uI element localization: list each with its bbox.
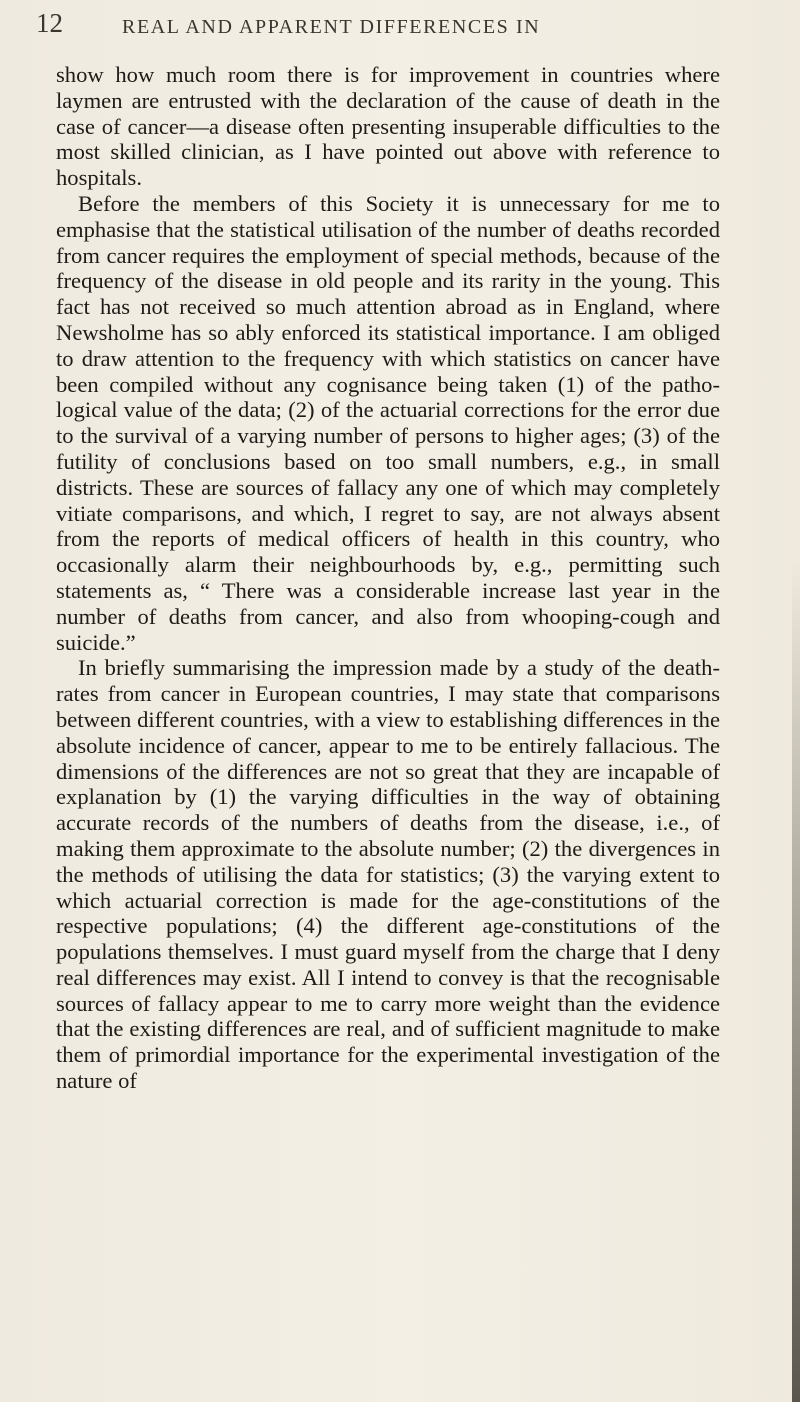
running-head: [36, 8, 776, 48]
page-edge-shadow: [792, 560, 800, 1402]
paragraph-continuation: show how much room there is for improvement in countries where laymen are entrusted with the declaration of the cause of death in the case of cancer—a disease often presenting insuperable difficulties to the most skilled clinician, as I have pointed out above with reference to hospitals.: [56, 62, 720, 191]
page-number: 12: [36, 8, 63, 38]
running-title: REAL AND APPARENT DIFFERENCES IN: [122, 16, 541, 38]
paragraph-summary: In briefly summarising the impression made by a study of the death-rates from cancer in European countries, I may state that comparisons between different countries, with a view to establishing differences in the absolute incidence of cancer, appear to me to be entirely fallacious. The dimensions of the differences are not so great that they are incapable of explanation by (1) the varying difficulties in the way of obtaining accurate records of the numbers of deaths from the disease, i.e., of making them approximate to the absolute number; (2) the divergences in the methods of utilising the data for statistics; (3) the varying extent to which actuarial correction is made for the age-constitutions of the respective populations; (4) the different age-constitutions of the populations themselves. I must guard myself from the charge that I deny real differences may exist. All I intend to convey is that the recognisable sources of fallacy appear to me to carry more weight than the evidence that the existing differences are real, and of sufficient magnitude to make them of primordial importance for the experimental investigation of the nature of: [56, 655, 720, 1094]
paragraph-statistical-methods: Before the members of this Society it is unnecessary for me to emphasise that the statistical utilisation of the number of deaths recorded from cancer requires the employment of special methods, because of the frequency of the disease in old people and its rarity in the young. This fact has not received so much attention abroad as in England, where Newsholme has so ably enforced its statistical importance. I am obliged to draw attention to the frequency with which statistics on cancer have been compiled without any cognisance being taken (1) of the pathological value of the data; (2) of the actuarial corrections for the error due to the survival of a varying number of persons to higher ages; (3) of the futility of conclusions based on too small numbers, e.g., in small districts. These are sources of fallacy any one of which may completely vitiate comparisons, and which, I regret to say, are not always absent from the reports of medical officers of health in this country, who occasionally alarm their neighbourhoods by, e.g., permitting such statements as, “ There was a considerable increase last year in the number of deaths from cancer, and also from whooping-cough and suicide.”: [56, 190, 720, 655]
body-text: [56, 62, 720, 1094]
